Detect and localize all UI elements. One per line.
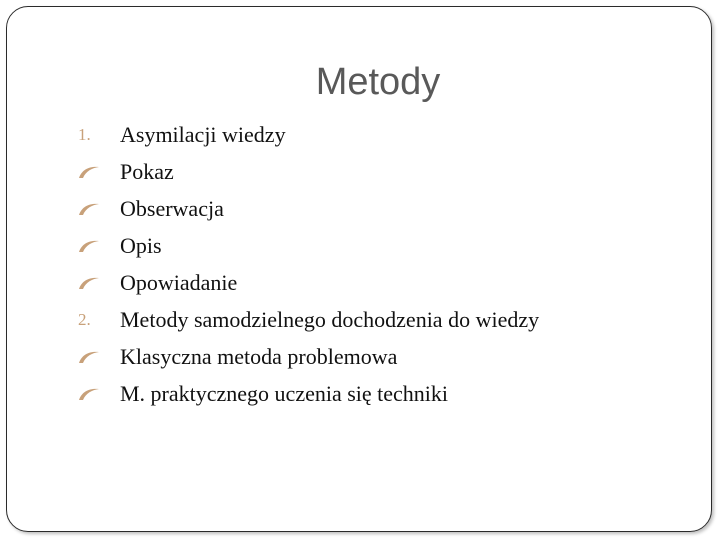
list-item-text: M. praktycznego uczenia się techniki — [120, 381, 449, 406]
bullet-swoosh-icon — [78, 202, 100, 216]
number-marker: 2. — [78, 310, 91, 329]
number-marker: 1. — [78, 125, 91, 144]
list-item — [0, 338, 720, 375]
list-item-text: Klasyczna metoda problemowa — [120, 344, 398, 369]
bullet-swoosh-icon — [78, 387, 100, 401]
list-item — [0, 190, 720, 227]
list-item — [0, 116, 720, 153]
list-item-text: Asymilacji wiedzy — [120, 122, 286, 147]
bullet-swoosh-icon — [78, 165, 100, 179]
list-item — [0, 227, 720, 264]
list-item — [0, 264, 720, 301]
bullet-swoosh-icon — [78, 239, 100, 253]
list-item-text: Opowiadanie — [120, 270, 238, 295]
list-item-text: Opis — [120, 233, 162, 258]
list-item — [0, 301, 720, 338]
bullet-list — [0, 116, 720, 412]
slide-title: Metody — [315, 61, 441, 103]
list-item — [0, 153, 720, 190]
list-item — [0, 375, 720, 412]
list-item-text: Metody samodzielnego dochodzenia do wiedzy — [120, 307, 540, 332]
bullet-swoosh-icon — [78, 350, 100, 364]
list-item-text: Pokaz — [120, 159, 174, 184]
list-item-text: Obserwacja — [120, 196, 224, 221]
bullet-swoosh-icon — [78, 276, 100, 290]
